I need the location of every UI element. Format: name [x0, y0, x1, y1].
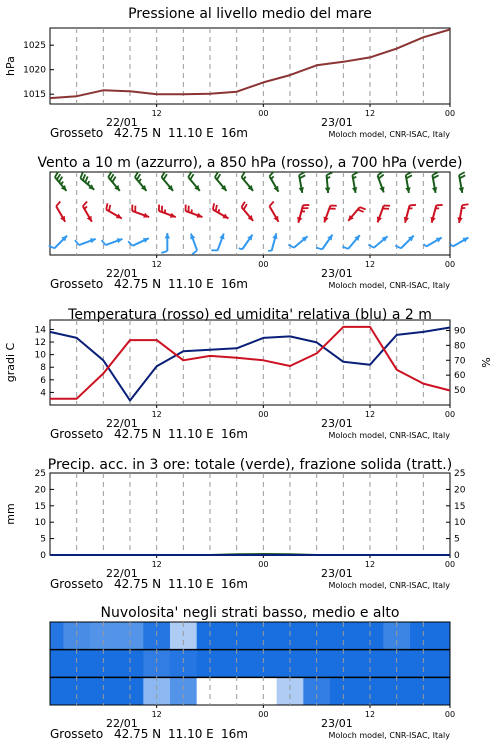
wind-title: Vento a 10 m (azzurro), a 850 hPa (rosso), a 700 hPa (verde): [37, 155, 463, 171]
wind-barb-feather: [300, 175, 306, 178]
wind-barb: [49, 236, 67, 249]
precip-xtick-label: 00: [258, 560, 269, 569]
temp_rh-ytick-label: 4: [40, 388, 46, 399]
wind-barb-feather: [49, 246, 55, 249]
temp_rh-ytick-label: 12: [34, 338, 46, 349]
wind-barb: [404, 205, 416, 223]
wind-barb-feather: [61, 181, 63, 184]
wind-barb-feather: [462, 204, 468, 205]
wind-barb: [457, 204, 468, 223]
temp_rh-xtick-label: 00: [444, 410, 456, 419]
cloud-cell: [170, 677, 197, 705]
precip-ytick-label: 15: [454, 501, 466, 512]
temp_rh-frame: [50, 320, 450, 405]
wind-barb-feather: [459, 172, 465, 175]
pressure-xtick-label: 12: [151, 109, 162, 118]
wind-station-lon: 11.10 E: [168, 277, 214, 291]
wind-xtick-label: 00: [258, 260, 269, 269]
wind-barb-feather: [270, 201, 274, 206]
clouds-model-credit: Moloch model, CNR-ISAC, Italy: [328, 731, 450, 740]
wind-date-label: 23/01: [321, 267, 353, 280]
temp_rh-station-name: Grosseto: [50, 427, 104, 441]
precip-model-credit: Moloch model, CNR-ISAC, Italy: [328, 581, 450, 590]
wind-barb: [325, 173, 332, 193]
wind-barb: [213, 203, 229, 218]
wind-barb-feather: [271, 176, 274, 179]
wind-station-lat: 42.75 N: [114, 277, 162, 291]
temp_rh-ytick-label: 14: [34, 325, 46, 336]
wind-barb-feather: [192, 250, 197, 254]
wind-barb-head: [325, 187, 330, 193]
pressure-ytick-label: 1020: [23, 65, 46, 76]
wind-barb: [297, 205, 309, 223]
wind-barb-feather: [242, 202, 245, 207]
cloud-cell: [383, 677, 410, 705]
wind-barb-feather: [327, 177, 330, 178]
wind-barb-feather: [80, 172, 82, 178]
wind-barb: [242, 172, 254, 191]
wind-barb-feather: [57, 174, 60, 179]
wind-barb: [80, 172, 94, 189]
wind-barb-feather: [164, 174, 167, 179]
wind-barb-feather: [299, 172, 305, 175]
wind-barb: [83, 201, 92, 221]
pressure-station-lat: 42.75 N: [114, 126, 162, 140]
wind-barb: [377, 206, 390, 223]
wind-barb: [186, 205, 203, 218]
wind-barb: [132, 205, 149, 218]
wind-barb-feather: [406, 172, 412, 175]
pressure-xtick-label: 00: [258, 109, 269, 118]
precip-ytick-label: 25: [454, 469, 466, 479]
wind-barb: [215, 172, 227, 191]
cloud-cell: [63, 677, 90, 705]
wind-barb-feather: [218, 209, 219, 213]
clouds-station-name: Grosseto: [50, 727, 104, 741]
precip-station-elev: 16m: [221, 577, 248, 591]
wind-barb: [242, 202, 254, 221]
pressure-station-elev: 16m: [221, 126, 248, 140]
wind-barb-feather: [112, 177, 115, 182]
wind-barb: [324, 206, 337, 223]
precip-station-name: Grosseto: [50, 577, 104, 591]
cloud-cell: [437, 622, 451, 650]
wind-barb-feather: [85, 176, 87, 182]
temp_rh-ytick-label: 10: [34, 350, 46, 361]
pressure-ytick-label: 1025: [23, 41, 46, 52]
pressure-ylabel: hPa: [4, 56, 17, 76]
pressure-model-credit: Moloch model, CNR-ISAC, Italy: [328, 130, 450, 139]
pressure-station-lon: 11.10 E: [168, 126, 214, 140]
wind-barb: [430, 205, 442, 223]
temp_rh-ytick-label: 60: [454, 371, 466, 382]
precip-xtick-label: 00: [444, 560, 456, 569]
precip-title: Precip. acc. in 3 ore: totale (verde), frazione solida (tratt.): [47, 457, 453, 473]
wind-model-credit: Moloch model, CNR-ISAC, Italy: [328, 281, 450, 290]
temp_rh-y2label: %: [480, 357, 493, 368]
precip-ylabel: mm: [4, 503, 17, 525]
wind-barb: [348, 207, 365, 221]
temp_rh-model-credit: Moloch model, CNR-ISAC, Italy: [328, 431, 450, 440]
wind-xtick-label: 12: [364, 260, 376, 269]
wind-barb-head: [165, 233, 170, 238]
cloud-cell: [437, 677, 451, 705]
precip-xtick-label: 12: [151, 560, 162, 569]
precip-ytick-label: 15: [34, 501, 46, 512]
wind-barb: [288, 236, 307, 248]
temp_rh-ytick-label: 6: [40, 375, 46, 386]
wind-barb: [102, 238, 123, 245]
precip-xtick-label: 12: [364, 560, 376, 569]
wind-barb-feather: [432, 172, 438, 175]
pressure-xtick-label: 12: [364, 109, 376, 118]
temp_rh-ylabel: gradi C: [4, 342, 17, 383]
wind-barb: [368, 236, 387, 248]
wind-barb: [128, 238, 149, 246]
cloud-cell: [50, 650, 64, 678]
clouds-station-lat: 42.75 N: [114, 727, 162, 741]
temp_rh-date-label: 23/01: [321, 417, 353, 430]
wind-date-label: 22/01: [106, 267, 138, 280]
pressure-ytick-label: 1015: [23, 90, 46, 101]
precip-ytick-label: 10: [454, 518, 466, 529]
wind-barb-feather: [59, 177, 62, 182]
wind-barb: [352, 172, 358, 193]
cloud-cell: [90, 677, 117, 705]
clouds-xtick-label: 12: [364, 710, 376, 719]
clouds-xtick-label: 00: [258, 710, 269, 719]
temp_rh-date-label: 22/01: [106, 417, 138, 430]
wind-barb-feather: [215, 172, 218, 177]
wind-barb-feather: [368, 244, 373, 247]
wind-barb-feather: [244, 177, 246, 180]
wind-barb: [190, 234, 197, 255]
temp_rh-ytick-label: 70: [454, 356, 466, 367]
wind-barb-feather: [139, 179, 141, 182]
precip-ytick-label: 10: [34, 518, 46, 529]
wind-barb-feather: [460, 175, 466, 178]
precip-ytick-label: 25: [34, 469, 46, 479]
wind-barb: [316, 235, 332, 250]
temp_rh-ytick-label: 80: [454, 341, 466, 352]
precip-ytick-label: 0: [454, 551, 460, 561]
wind-barb: [135, 172, 147, 191]
wind-barb-feather: [110, 174, 113, 179]
clouds-date-label: 22/01: [106, 717, 138, 730]
wind-barb-feather: [109, 205, 110, 211]
clouds-station-elev: 16m: [221, 727, 248, 741]
wind-xtick-label: 00: [444, 260, 456, 269]
cloud-cell: [50, 622, 64, 650]
wind-barb-feather: [244, 204, 247, 209]
wind-barb: [75, 238, 96, 245]
cloud-cell: [410, 677, 437, 705]
wind-barb-feather: [242, 172, 245, 177]
precip-date-label: 23/01: [321, 567, 353, 580]
wind-barb-feather: [55, 172, 58, 177]
wind-barb: [270, 171, 279, 191]
wind-barb: [106, 203, 122, 218]
wind-barb-feather: [161, 251, 167, 253]
wind-barb-feather: [83, 201, 87, 206]
wind-barb-feather: [83, 174, 85, 180]
wind-barb-feather: [352, 172, 358, 175]
wind-barb-feather: [162, 172, 165, 177]
wind-barb-feather: [190, 174, 193, 179]
wind-barb-feather: [424, 244, 427, 247]
precip-frame: [50, 473, 450, 555]
wind-barb-feather: [288, 244, 293, 247]
pressure-date-label: 22/01: [106, 116, 138, 129]
temp_rh-station-lat: 42.75 N: [114, 427, 162, 441]
wind-barb: [239, 235, 253, 250]
wind-barb: [299, 172, 306, 193]
clouds-xtick-label: 12: [151, 710, 162, 719]
wind-barb: [424, 238, 442, 247]
wind-barb-feather: [106, 203, 107, 209]
cloud-cell: [223, 677, 250, 705]
wind-barb: [378, 172, 385, 193]
wind-barb: [188, 172, 200, 191]
temp_rh-ytick-label: 50: [454, 386, 466, 397]
wind-barb-feather: [327, 173, 333, 176]
wind-barb: [56, 201, 65, 221]
temperature-line: [50, 327, 450, 399]
wind-barb: [450, 238, 468, 247]
cloud-cell: [143, 677, 170, 705]
wind-barb-feather: [216, 205, 217, 211]
temp_rh-xtick-label: 12: [151, 410, 162, 419]
pressure-title: Pressione al livello medio del mare: [128, 6, 372, 22]
clouds-date-label: 23/01: [321, 717, 353, 730]
cloud-cell: [357, 677, 384, 705]
wind-barb: [268, 233, 278, 250]
wind-barb-feather: [135, 172, 138, 177]
precip-ytick-label: 5: [40, 534, 46, 545]
wind-barb: [161, 233, 170, 253]
pressure-line: [50, 30, 450, 99]
cloud-cell: [437, 650, 451, 678]
clouds-title: Nuvolosita' negli strati basso, medio e alto: [100, 605, 400, 621]
cloud-cell: [117, 677, 144, 705]
wind-barb: [459, 172, 466, 193]
wind-barb-feather: [360, 207, 366, 209]
wind-barb: [108, 172, 120, 191]
clouds-xtick-label: 00: [444, 710, 456, 719]
precip-station-lat: 42.75 N: [114, 577, 162, 591]
wind-barb-feather: [358, 210, 364, 212]
pressure-xtick-label: 00: [444, 109, 456, 118]
wind-xtick-label: 12: [151, 260, 162, 269]
wind-station-name: Grosseto: [50, 277, 104, 291]
wind-barb-feather: [84, 206, 87, 209]
wind-barb-feather: [433, 175, 439, 178]
wind-barb: [405, 172, 412, 193]
precip-date-label: 22/01: [106, 567, 138, 580]
precip-station-lon: 11.10 E: [168, 577, 214, 591]
wind-barb-feather: [188, 172, 191, 177]
cloud-cell: [50, 677, 64, 705]
cloud-cell: [277, 677, 304, 705]
wind-barb-feather: [137, 174, 140, 179]
temp_rh-station-lon: 11.10 E: [168, 427, 214, 441]
temp_rh-ytick-label: 90: [454, 326, 466, 337]
cloud-cell: [330, 677, 357, 705]
cloud-cell: [303, 677, 330, 705]
temp_rh-title: Temperatura (rosso) ed umidita' relativa (blu) a 2 m: [68, 307, 432, 323]
temp_rh-xtick-label: 12: [364, 410, 376, 419]
cloud-cell: [250, 677, 277, 705]
wind-barb: [342, 235, 359, 249]
pressure-frame: [50, 28, 450, 104]
temp_rh-ytick-label: 8: [40, 363, 46, 374]
wind-barb-feather: [450, 244, 453, 247]
precip-ytick-label: 5: [454, 534, 460, 545]
wind-barb-feather: [88, 181, 89, 184]
wind-barb: [211, 234, 224, 251]
wind-barb-feather: [56, 201, 60, 206]
wind-barb-feather: [108, 172, 111, 177]
cloud-cell: [197, 677, 224, 705]
wind-barb-feather: [316, 248, 322, 250]
wind-barb-feather: [213, 203, 214, 209]
precip-ytick-label: 20: [454, 485, 466, 496]
temp_rh-xtick-label: 00: [258, 410, 269, 419]
wind-barb-feather: [239, 248, 242, 249]
pressure-date-label: 23/01: [321, 116, 353, 129]
wind-barb: [55, 172, 67, 191]
wind-barb: [395, 236, 413, 249]
wind-barb-feather: [395, 246, 401, 249]
wind-barb: [432, 172, 439, 193]
wind-barb: [270, 201, 279, 221]
wind-barb: [159, 205, 176, 218]
wind-station-elev: 16m: [221, 277, 248, 291]
pressure-station-name: Grosseto: [50, 126, 104, 140]
temp_rh-station-elev: 16m: [221, 427, 248, 441]
precip-ytick-label: 20: [34, 485, 46, 496]
clouds-station-lon: 11.10 E: [168, 727, 214, 741]
precip-ytick-label: 0: [40, 551, 46, 561]
wind-barb: [162, 172, 174, 191]
wind-barb-feather: [217, 174, 220, 179]
wind-barb-feather: [406, 175, 412, 178]
